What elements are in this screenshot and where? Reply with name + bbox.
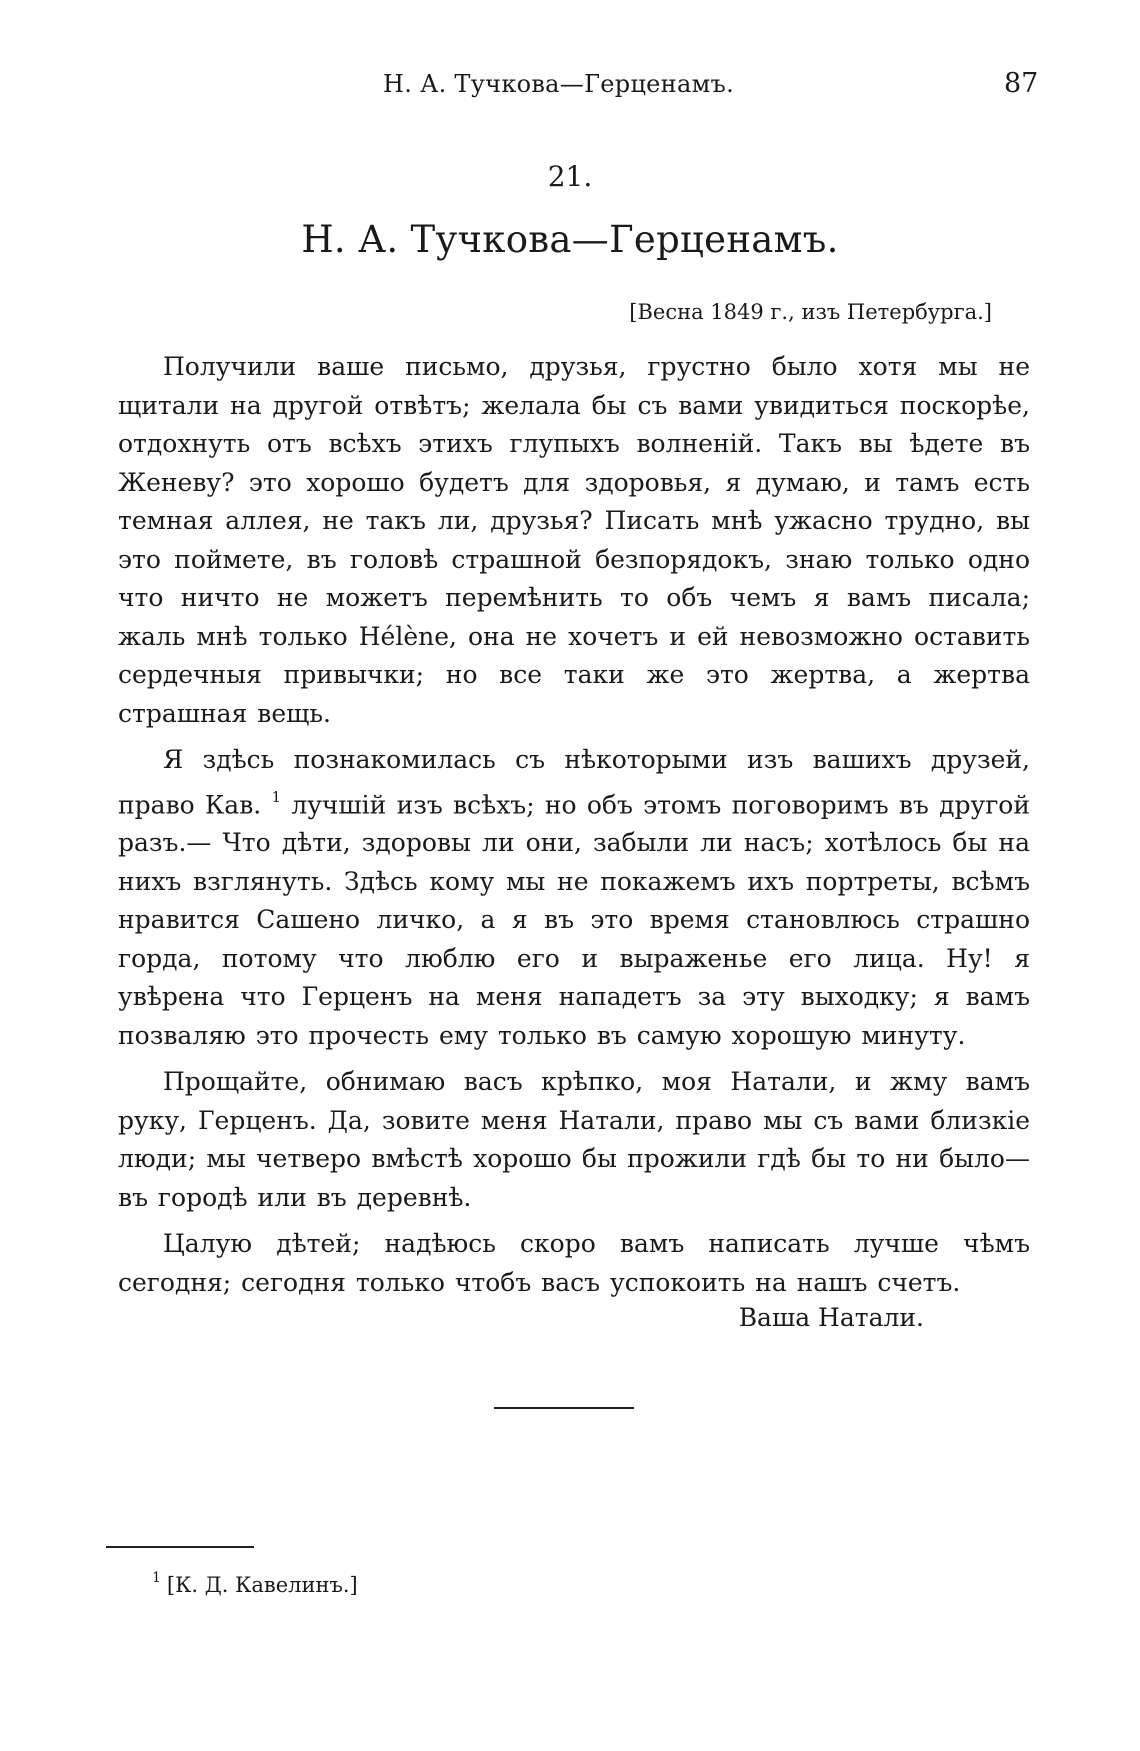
letter-number: 21.	[547, 160, 593, 193]
footnote	[152, 1572, 358, 1597]
paragraph-4: Цалую дѣтей; надѣюсь скоро вамъ написать лучше чѣмъ сегодня; сегодня только чтобъ васъ успокоить на нашъ счетъ.	[118, 1229, 1030, 1297]
paragraph-2-part-2: лучшій изъ всѣхъ; но объ этомъ поговоримъ въ другой разъ.— Что дѣти, здоровы ли они, забыли ли насъ; хотѣлось бы на нихъ взглянуть. Здѣсь кому мы не покажемъ ихъ портреты, всѣмъ нравится Сашено личко, а я въ это время становлюсь страшно горда, потому что люблю его и выраженье его лица. Ну! я увѣрена что Герценъ на меня нападетъ за эту выходку; я вамъ позваляю это прочесть ему только въ самую хорошую минуту.	[118, 789, 1031, 1050]
footnote-reference[interactable]: 1	[271, 787, 282, 806]
paragraph-2	[118, 741, 1030, 1055]
paragraph-2-part-1: Я здѣсь познакомилась съ нѣкоторыми изъ вашихъ друзей, право Кав.	[118, 745, 1030, 819]
running-head: Н. А. Тучкова—Герценамъ.	[383, 70, 735, 98]
paragraph-1: Получили ваше письмо, друзья, грустно было хотя мы не щитали на другой отвѣтъ; желала бы съ вами увидиться поскорѣе, отдохнуть отъ всѣхъ этихъ глупыхъ волненій. Такъ вы ѣдете въ Женеву? это хорошо будетъ для здоровья, я думаю, и тамъ есть темная аллея, не такъ ли, друзья? Писать мнѣ ужасно трудно, вы это поймете, въ головѣ страшной безпорядокъ, знаю только одно что ничто не можетъ перемѣнить то объ чемъ я вамъ писала; жаль мнѣ только Hélène, она не хочетъ и ей невозможно оставить сердечныя привычки; но все таки же это жертва, а жертва страшная вещь.	[118, 352, 1030, 728]
letter-dateline: [Весна 1849 г., изъ Петербурга.]	[629, 300, 992, 324]
footnote-separator	[106, 1546, 254, 1548]
footnote-mark: 1	[152, 1570, 161, 1586]
letter-title: Н. А. Тучкова—Герценамъ.	[301, 218, 839, 261]
page-number: 87	[1004, 68, 1039, 99]
footnote-text: [К. Д. Кавелинъ.]	[166, 1573, 358, 1597]
paragraph-3: Прощайте, обнимаю васъ крѣпко, моя Натали, и жму вамъ руку, Герценъ. Да, зовите меня Натали, право мы съ вами близкіе люди; мы четверо вмѣстѣ хорошо бы прожили гдѣ бы то ни было—въ городѣ или въ деревнѣ.	[118, 1067, 1030, 1212]
letter-body	[118, 348, 1030, 1310]
letter-signature: Ваша Натали.	[738, 1303, 924, 1332]
end-of-letter-rule	[494, 1407, 634, 1409]
